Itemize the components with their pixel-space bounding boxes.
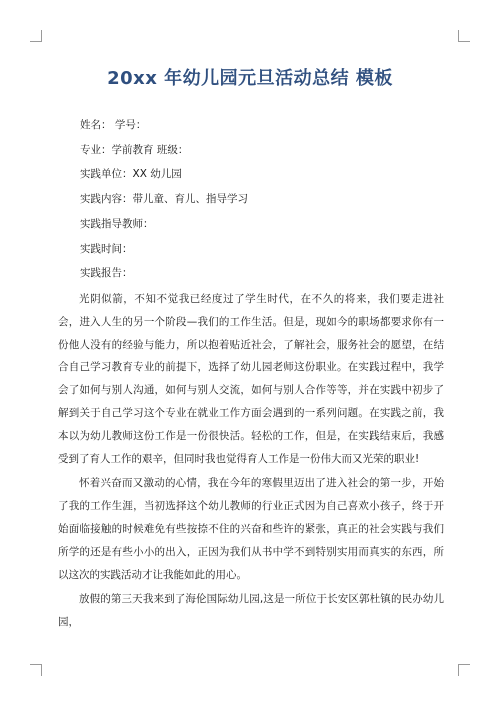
info-time-line: 实践时间： (80, 242, 133, 255)
info-name-line: 姓名： 学号： (80, 119, 147, 131)
info-major-line: 专业：学前教育 班级： (80, 143, 189, 156)
info-block (80, 113, 248, 286)
info-unit-line: 实践单位：XX 幼儿园 (80, 168, 182, 181)
crop-mark-bottom-left (30, 664, 42, 676)
info-teacher-line: 实践指导教师： (80, 217, 154, 230)
paragraph: 光阴似箭，不知不觉我已经度过了学生时代，在不久的将来，我们要走进社会，进入人生的另一个阶段—我们的工作生活。但是，现如今的职场都要求你有一份他人没有的经验与能力，所以抱着贴近社会，了解社会，服务社会的愿望，在结合自己学习教育专业的前提下，选择了幼儿园老师这份职业。在实践过程中，我学会了如何与别人沟通，如何与别人交流，如何与别人合作等等，并在实践中初步了解到关于自己学习这个专业在就业工作方面会遇到的一系列问题。在实践之前，我本以为幼儿教师这份工作是一份很快活。轻松的工作，但是，在实践结束后，我感受到了育人工作的艰辛，但同时我也觉得育人工作是一份伟大而又光荣的职业! (58, 293, 444, 465)
crop-mark-top-left (30, 30, 42, 42)
crop-mark-top-right (458, 30, 470, 42)
info-content-line: 实践内容：带儿童、育儿、指导学习 (80, 193, 248, 206)
paragraph: 放假的第三天我来到了海伦国际幼儿园,这是一所位于长安区郭杜镇的民办幼儿园， (58, 593, 444, 629)
crop-mark-bottom-right (458, 664, 470, 676)
info-report-line: 实践报告： (80, 267, 133, 280)
report-body (58, 288, 444, 636)
paragraph: 怀着兴奋而又激动的心情，我在今年的寒假里迈出了进入社会的第一步，开始了我的工作生涯，当初选择这个幼儿教师的行业正式因为自己喜欢小孩子，终于开始面临接触的时候难免有些按捺不住的兴奋和些许的紧张，真正的社会实践与我们所学的还是有些小小的出入，正因为我们从书中学不到特别实用而真实的东西，所以这次的实践活动才让我能如此的用心。 (58, 477, 444, 581)
document-title: 20xx 年幼儿园元旦活动总结 模板 (107, 68, 393, 89)
